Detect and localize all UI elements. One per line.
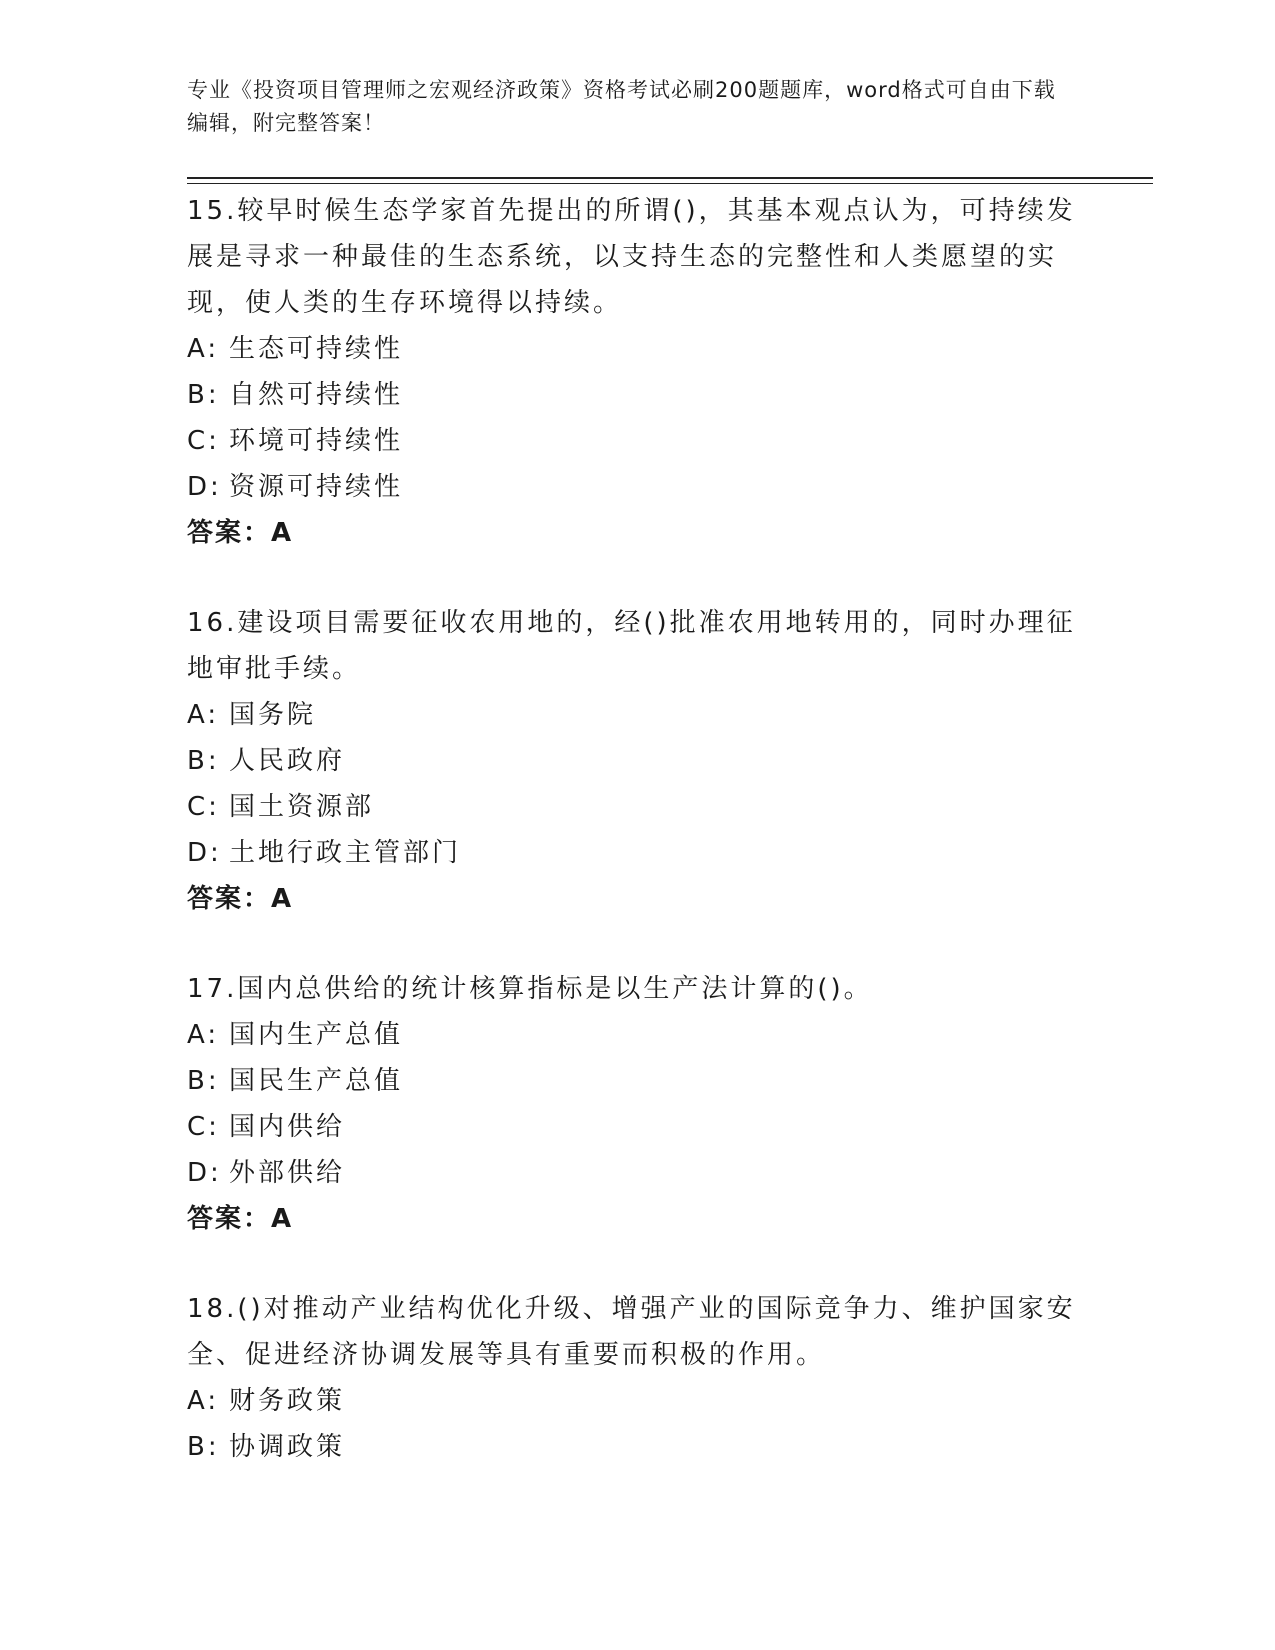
option-letter: D:	[187, 1158, 222, 1188]
option-text: 生态可持续性	[229, 334, 404, 364]
question-17	[187, 966, 1087, 1242]
option-letter: D:	[187, 838, 222, 868]
option-c	[187, 1104, 1087, 1150]
option-text: 财务政策	[229, 1386, 346, 1416]
option-letter: C:	[187, 426, 220, 456]
option-letter: A:	[187, 334, 220, 364]
option-a	[187, 1012, 1087, 1058]
option-text: 环境可持续性	[229, 426, 404, 456]
option-letter: D:	[187, 472, 222, 502]
header-rule-thick	[187, 177, 1153, 179]
question-stem: 18.()对推动产业结构优化升级、增强产业的国际竞争力、维护国家安全、促进经济协调发展等具有重要而积极的作用。	[187, 1294, 1076, 1370]
option-text: 人民政府	[229, 746, 346, 776]
answer-line: 答案：A	[187, 884, 294, 914]
question-15	[187, 188, 1087, 556]
option-text: 自然可持续性	[229, 380, 404, 410]
option-d	[187, 464, 1087, 510]
question-stem: 16.建设项目需要征收农用地的，经()批准农用地转用的，同时办理征地审批手续。	[187, 608, 1076, 684]
header-rule-thin	[187, 183, 1153, 184]
option-d	[187, 1150, 1087, 1196]
option-text: 土地行政主管部门	[229, 838, 462, 868]
option-d	[187, 830, 1087, 876]
option-letter: A:	[187, 1020, 220, 1050]
answer-line: 答案：A	[187, 1204, 294, 1234]
option-b	[187, 1058, 1087, 1104]
option-c	[187, 418, 1087, 464]
option-letter: C:	[187, 1112, 220, 1142]
option-letter: A:	[187, 1386, 220, 1416]
option-text: 资源可持续性	[229, 472, 404, 502]
option-text: 外部供给	[229, 1158, 346, 1188]
option-text: 国内生产总值	[229, 1020, 404, 1050]
option-letter: C:	[187, 792, 220, 822]
option-text: 国内供给	[229, 1112, 346, 1142]
option-b	[187, 372, 1087, 418]
answer-line: 答案：A	[187, 518, 294, 548]
question-16	[187, 600, 1087, 922]
question-18	[187, 1286, 1087, 1470]
option-b	[187, 738, 1087, 784]
option-c	[187, 784, 1087, 830]
option-text: 国务院	[229, 700, 317, 730]
document-header: 专业《投资项目管理师之宏观经济政策》资格考试必刷200题题库，word格式可自由下载编辑，附完整答案！	[187, 78, 1056, 135]
option-letter: A:	[187, 700, 220, 730]
option-b	[187, 1424, 1087, 1470]
option-letter: B:	[187, 1432, 220, 1462]
question-stem: 15.较早时候生态学家首先提出的所谓()，其基本观点认为，可持续发展是寻求一种最佳的生态系统，以支持生态的完整性和人类愿望的实现，使人类的生存环境得以持续。	[187, 196, 1076, 318]
option-letter: B:	[187, 380, 220, 410]
option-a	[187, 692, 1087, 738]
option-letter: B:	[187, 1066, 220, 1096]
option-a	[187, 1378, 1087, 1424]
option-text: 协调政策	[229, 1432, 346, 1462]
option-text: 国民生产总值	[229, 1066, 404, 1096]
option-letter: B:	[187, 746, 220, 776]
option-text: 国土资源部	[229, 792, 375, 822]
question-stem: 17.国内总供给的统计核算指标是以生产法计算的()。	[187, 974, 873, 1004]
question-list	[187, 188, 1087, 1514]
option-a	[187, 326, 1087, 372]
